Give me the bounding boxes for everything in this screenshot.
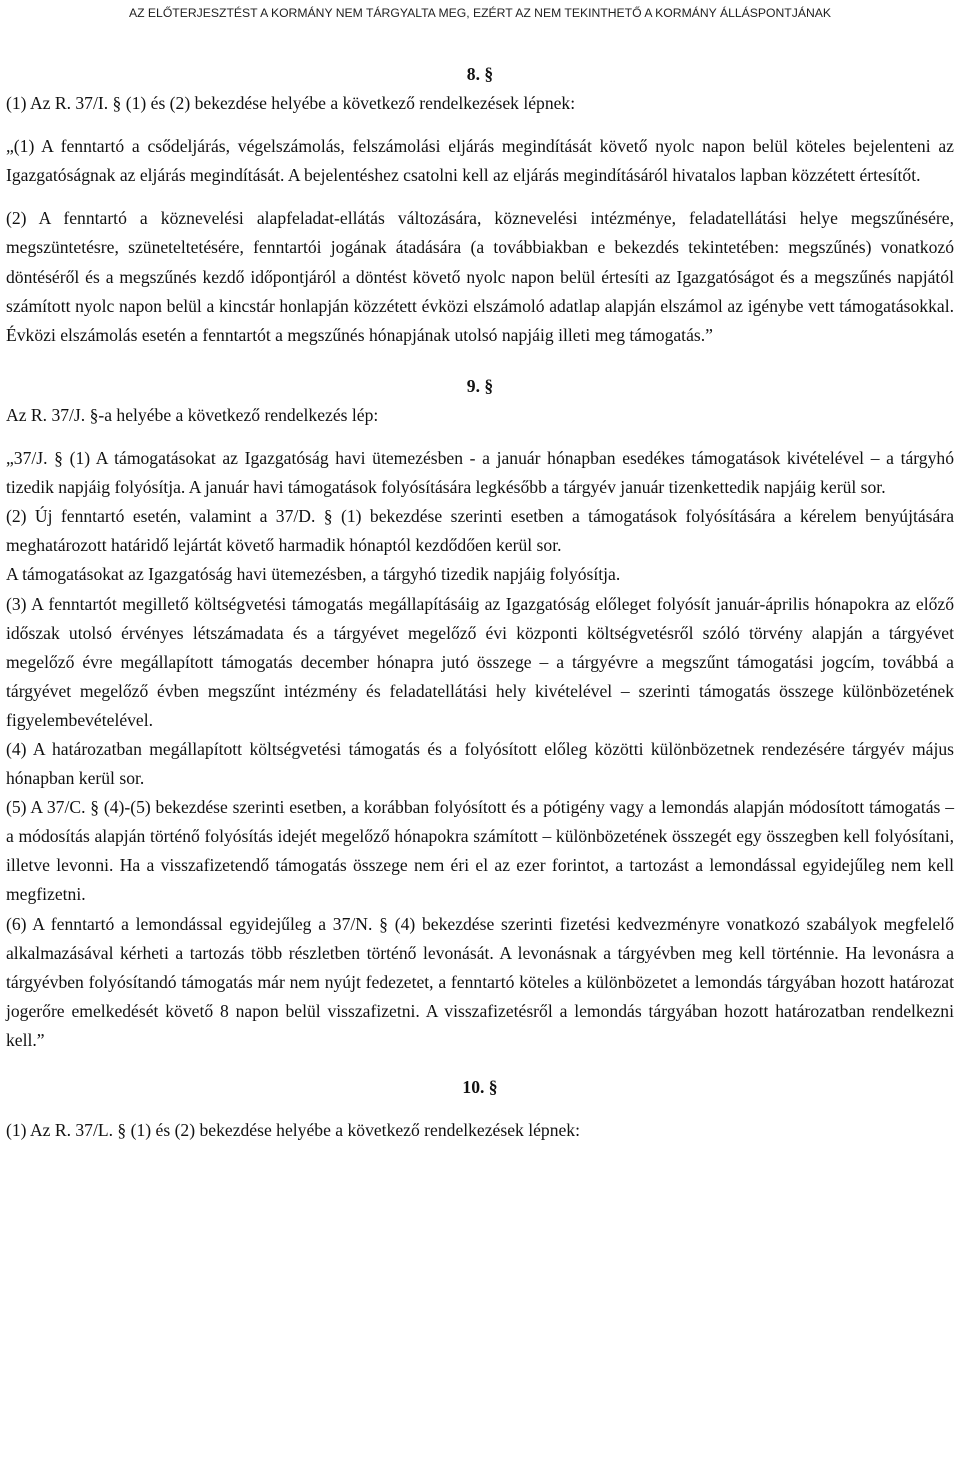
section-9-paragraph-5: (4) A határozatban megállapított költségvetési támogatás és a folyósított előleg közötti különbözetnek rendezésére tárgyév május hónapban kerül sor.	[6, 738, 954, 789]
spacer	[6, 118, 954, 132]
section-8-heading: 8. §	[466, 64, 494, 84]
section-9-paragraph-2: (2) Új fenntartó esetén, valamint a 37/D. § (1) bekezdése szerinti esetben a támogatások folyósítására a kérelem benyújtására meghatározott határidő lejártát követő harmadik hónaptól kezdődően kerül sor.	[6, 506, 954, 556]
section-10-heading: 10. §	[462, 1077, 498, 1097]
spacer	[6, 350, 954, 372]
page-header-banner: AZ ELŐTERJESZTÉST A KORMÁNY NEM TÁRGYALTA MEG, EZÉRT AZ NEM TEKINTHETŐ A KORMÁNY ÁLLÁSPONTJÁNAK	[128, 6, 832, 20]
section-9-paragraph-7: (6) A fenntartó a lemondással egyidejűleg a 37/N. § (4) bekezdése szerinti fizetési kedvezményre vonatkozó szabályok megfelelő alkalmazásával kérheti a tartozás több részletben történő levonását. A levonásnak a tárgyévben meg kell történnie. Ha levonásra a tárgyévben folyósítandó támogatás már nem nyújt fedezetet, a fenntartó köteles a különbözetet a lemondás tárgyában hozott határozat jogerőre emelkedését követő 8 napon belül visszafizetni. A visszafizetésről a lemondás tárgyában hozott határozatban rendelkezni kell.”	[6, 913, 954, 1050]
section-9-paragraph-4: (3) A fenntartót megillető költségvetési támogatás megállapításáig az Igazgatóság előleget folyósít január-április hónapokra az előző időszak utolsó érvényes létszámadata és a tárgyévet megelőző évi központi költségvetésről szóló törvény alapján a tárgyévet megelőző évre megállapított támogatás december hónapra jutó összege – a tárgyévre a megszűnt támogatási jogcím, továbbá a tárgyévet megelőző évben megszűnt intézmény és feladatellátási hely kivételével – szerinti támogatás összege különbözetének figyelembevételével.	[6, 593, 954, 730]
section-8-intro: (1) Az R. 37/I. § (1) és (2) bekezdése helyébe a következő rendelkezések lépnek:	[6, 93, 576, 114]
section-9-paragraph-6: (5) A 37/C. § (4)-(5) bekezdése szerinti esetben, a korábban folyósított és a pótigény vagy a lemondás alapján módosított támogatás – a módosítás alapján történő folyósítás idejét megelőző hónapokra számított – különbözetének összegét egy összegben kell folyósítani, illetve levonni. Ha a visszafizetendő támogatás összege nem éri el az ezer forintot, a tartozást a lemondással egyidejűleg nem kell megfizetni.	[6, 797, 954, 905]
section-10-intro: (1) Az R. 37/L. § (1) és (2) bekezdése helyébe a következő rendelkezések lépnek:	[6, 1120, 580, 1141]
section-9-paragraph-3: A támogatásokat az Igazgatóság havi ütemezésben, a tárgyhó tizedik napjáig folyósítja.	[6, 564, 621, 585]
section-9-paragraph-1: „37/J. § (1) A támogatásokat az Igazgatóság havi ütemezésben - a január hónapban esedékes támogatások kivételével – a tárgyhó tizedik napjáig folyósítja. A január havi támogatások folyósítására legkésőbb a tárgyév január tizenkettedik napjáig kerül sor.	[6, 448, 954, 498]
document-body	[6, 60, 954, 1145]
section-9-intro: Az R. 37/J. §-a helyébe a következő rendelkezés lép:	[6, 404, 379, 425]
section-9-heading: 9. §	[466, 375, 494, 396]
spacer	[6, 1102, 954, 1116]
spacer	[6, 430, 954, 444]
spacer	[6, 1055, 954, 1073]
section-8-paragraph-1: „(1) A fenntartó a csődeljárás, végelszámolás, felszámolási eljárás megindítását követő nyolc napon belül köteles bejelenteni az Igazgatóságnak az eljárás megindítását. A bejelentéshez csatolni kell az eljárás megindításáról hivatalos lapban közzétett értesítőt.	[6, 136, 954, 186]
section-8-paragraph-2: (2) A fenntartó a köznevelési alapfeladat-ellátás változására, köznevelési intézménye, feladatellátási helye megszűnésére, megszüntetésre, szüneteltetésére, fenntartói jogának átadására (a továbbiakban e bekezdés tekintetében: megszűnés) vonatkozó döntéséről és a megszűnés kezdő időpontjáról a döntést követő nyolc napon belül értesíti az Igazgatóságot és a megszűnés napjától számított nyolc napon belül a kincstár honlapján közzétett évközi elszámoló adatlap alapján elszámol az igénybe vett támogatásokkal. Évközi elszámolás esetén a fenntartót a megszűnés hónapjának utolsó napjáig illeti meg támogatás.”	[6, 208, 954, 345]
spacer	[6, 190, 954, 204]
